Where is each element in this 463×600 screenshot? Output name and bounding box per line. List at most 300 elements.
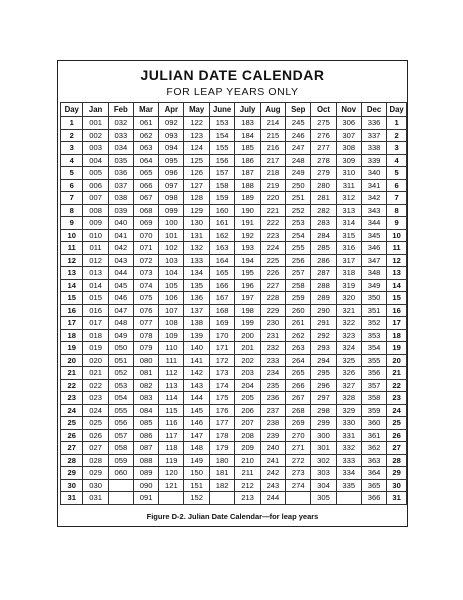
julian-date-cell: 086 (133, 429, 158, 442)
day-number-cell: 10 (387, 229, 407, 242)
julian-date-cell: 137 (184, 304, 209, 317)
column-header: May (184, 103, 209, 117)
day-number-cell: 5 (61, 167, 83, 180)
julian-date-cell: 022 (83, 379, 108, 392)
julian-date-cell: 308 (336, 142, 361, 155)
julian-date-cell: 357 (361, 379, 386, 392)
julian-date-cell: 192 (235, 229, 260, 242)
julian-date-cell: 091 (133, 492, 158, 505)
table-row (61, 242, 407, 255)
day-number-cell: 28 (387, 454, 407, 467)
day-number-cell: 22 (61, 379, 83, 392)
table-row (61, 217, 407, 230)
julian-date-cell: 043 (108, 254, 133, 267)
table-row (61, 129, 407, 142)
julian-date-cell: 253 (286, 217, 311, 230)
julian-date-cell: 002 (83, 129, 108, 142)
day-number-cell: 30 (61, 479, 83, 492)
julian-date-cell: 068 (133, 204, 158, 217)
day-number-cell: 16 (61, 304, 83, 317)
julian-date-cell: 165 (209, 267, 235, 280)
julian-date-cell: 234 (260, 367, 285, 380)
julian-date-cell: 146 (184, 417, 209, 430)
julian-date-cell: 178 (209, 429, 235, 442)
julian-date-cell: 338 (361, 142, 386, 155)
column-header: Oct (311, 103, 336, 117)
julian-date-cell: 281 (311, 192, 336, 205)
julian-date-cell: 023 (83, 392, 108, 405)
table-row (61, 192, 407, 205)
julian-date-cell: 010 (83, 229, 108, 242)
julian-date-cell: 082 (133, 379, 158, 392)
julian-date-cell: 196 (235, 279, 260, 292)
day-number-cell: 8 (387, 204, 407, 217)
julian-date-cell: 304 (311, 479, 336, 492)
julian-date-cell: 242 (260, 467, 285, 480)
julian-date-cell: 296 (311, 379, 336, 392)
julian-date-cell: 205 (235, 392, 260, 405)
julian-date-cell: 183 (235, 117, 260, 130)
julian-date-cell: 181 (209, 467, 235, 480)
julian-date-cell: 054 (108, 392, 133, 405)
julian-date-cell: 297 (311, 392, 336, 405)
julian-date-cell: 017 (83, 317, 108, 330)
julian-date-cell: 169 (209, 317, 235, 330)
julian-date-cell: 151 (184, 479, 209, 492)
julian-date-cell: 201 (235, 342, 260, 355)
julian-date-cell: 189 (235, 192, 260, 205)
julian-date-cell: 064 (133, 154, 158, 167)
julian-date-cell: 045 (108, 279, 133, 292)
julian-date-cell: 058 (108, 442, 133, 455)
julian-date-cell: 171 (209, 342, 235, 355)
column-header: Sep (286, 103, 311, 117)
julian-date-cell: 124 (184, 142, 209, 155)
julian-date-cell: 179 (209, 442, 235, 455)
day-number-cell: 17 (387, 317, 407, 330)
julian-date-cell: 273 (286, 467, 311, 480)
table-body (61, 117, 407, 505)
day-number-cell: 9 (387, 217, 407, 230)
julian-date-cell: 034 (108, 142, 133, 155)
julian-date-cell: 272 (286, 454, 311, 467)
day-number-cell: 10 (61, 229, 83, 242)
table-row (61, 442, 407, 455)
julian-date-cell: 320 (336, 292, 361, 305)
julian-date-cell: 061 (133, 117, 158, 130)
julian-date-cell: 289 (311, 292, 336, 305)
julian-date-cell: 190 (235, 204, 260, 217)
day-number-cell: 24 (387, 404, 407, 417)
day-number-cell: 15 (61, 292, 83, 305)
julian-date-cell: 319 (336, 279, 361, 292)
table-row (61, 154, 407, 167)
julian-date-cell: 138 (184, 317, 209, 330)
julian-date-cell: 020 (83, 354, 108, 367)
julian-date-cell: 040 (108, 217, 133, 230)
column-header: Jan (83, 103, 108, 117)
julian-date-cell: 185 (235, 142, 260, 155)
julian-date-cell: 241 (260, 454, 285, 467)
julian-date-cell: 081 (133, 367, 158, 380)
julian-date-cell: 077 (133, 317, 158, 330)
table-row (61, 292, 407, 305)
julian-date-cell: 360 (361, 417, 386, 430)
julian-date-cell: 313 (336, 204, 361, 217)
julian-date-cell: 162 (209, 229, 235, 242)
julian-date-cell: 318 (336, 267, 361, 280)
julian-date-cell: 263 (286, 342, 311, 355)
julian-date-cell: 227 (260, 279, 285, 292)
julian-date-cell: 343 (361, 204, 386, 217)
table-row (61, 167, 407, 180)
column-header: Dec (361, 103, 386, 117)
julian-date-cell: 163 (209, 242, 235, 255)
julian-date-cell: 130 (184, 217, 209, 230)
day-number-cell: 4 (61, 154, 83, 167)
julian-date-cell: 274 (286, 479, 311, 492)
julian-date-cell: 311 (336, 179, 361, 192)
julian-date-cell: 102 (159, 242, 184, 255)
table-row (61, 354, 407, 367)
day-number-cell: 23 (61, 392, 83, 405)
julian-date-cell: 115 (159, 404, 184, 417)
julian-date-cell: 021 (83, 367, 108, 380)
julian-date-cell: 243 (260, 479, 285, 492)
julian-date-cell: 215 (260, 129, 285, 142)
julian-date-cell: 005 (83, 167, 108, 180)
julian-date-cell: 322 (336, 317, 361, 330)
julian-date-cell: 127 (184, 179, 209, 192)
julian-date-cell: 154 (209, 129, 235, 142)
day-number-cell: 15 (387, 292, 407, 305)
julian-date-cell: 164 (209, 254, 235, 267)
day-number-cell: 8 (61, 204, 83, 217)
julian-date-cell: 316 (336, 242, 361, 255)
day-number-cell: 7 (61, 192, 83, 205)
julian-date-cell: 230 (260, 317, 285, 330)
julian-date-cell: 072 (133, 254, 158, 267)
julian-date-cell: 278 (311, 154, 336, 167)
table-row (61, 204, 407, 217)
julian-date-cell: 265 (286, 367, 311, 380)
julian-date-cell: 048 (108, 317, 133, 330)
table-row (61, 342, 407, 355)
julian-date-cell: 224 (260, 242, 285, 255)
julian-date-cell: 334 (336, 467, 361, 480)
julian-date-cell: 336 (361, 117, 386, 130)
julian-date-cell: 059 (108, 454, 133, 467)
julian-date-cell: 019 (83, 342, 108, 355)
julian-date-cell: 101 (159, 229, 184, 242)
day-number-cell: 19 (387, 342, 407, 355)
julian-date-cell: 069 (133, 217, 158, 230)
julian-date-cell: 324 (336, 342, 361, 355)
table-row (61, 304, 407, 317)
julian-date-cell: 117 (159, 429, 184, 442)
julian-date-cell: 053 (108, 379, 133, 392)
julian-date-cell: 167 (209, 292, 235, 305)
julian-date-cell: 366 (361, 492, 386, 505)
julian-date-cell: 342 (361, 192, 386, 205)
julian-date-cell: 344 (361, 217, 386, 230)
julian-date-cell: 331 (336, 429, 361, 442)
julian-date-cell: 015 (83, 292, 108, 305)
table-row (61, 392, 407, 405)
julian-date-cell: 099 (159, 204, 184, 217)
julian-date-cell: 288 (311, 279, 336, 292)
julian-date-cell: 248 (286, 154, 311, 167)
julian-date-cell: 276 (311, 129, 336, 142)
julian-date-cell: 013 (83, 267, 108, 280)
julian-date-cell: 113 (159, 379, 184, 392)
day-number-cell: 2 (61, 129, 83, 142)
julian-date-cell: 290 (311, 304, 336, 317)
julian-date-cell: 175 (209, 392, 235, 405)
day-number-cell: 31 (61, 492, 83, 505)
julian-date-cell: 033 (108, 129, 133, 142)
table-row (61, 117, 407, 130)
julian-date-cell: 347 (361, 254, 386, 267)
day-number-cell: 28 (61, 454, 83, 467)
julian-date-cell: 195 (235, 267, 260, 280)
table-row (61, 467, 407, 480)
calendar-frame (57, 60, 408, 527)
julian-date-cell: 350 (361, 292, 386, 305)
julian-date-cell: 155 (209, 142, 235, 155)
day-number-cell: 7 (387, 192, 407, 205)
julian-date-cell: 107 (159, 304, 184, 317)
julian-date-cell: 294 (311, 354, 336, 367)
julian-date-cell: 004 (83, 154, 108, 167)
julian-date-cell: 364 (361, 467, 386, 480)
julian-date-cell: 150 (184, 467, 209, 480)
julian-date-cell: 285 (311, 242, 336, 255)
julian-date-cell: 292 (311, 329, 336, 342)
julian-date-cell: 172 (209, 354, 235, 367)
julian-date-cell: 269 (286, 417, 311, 430)
julian-date-cell: 197 (235, 292, 260, 305)
julian-date-cell: 028 (83, 454, 108, 467)
julian-date-cell: 235 (260, 379, 285, 392)
table-row (61, 417, 407, 430)
figure-caption: Figure D-2. Julian Date Calendar—for leap years (146, 512, 319, 521)
julian-date-cell: 303 (311, 467, 336, 480)
julian-date-cell: 207 (235, 417, 260, 430)
julian-date-cell: 282 (311, 204, 336, 217)
julian-date-cell: 118 (159, 442, 184, 455)
day-number-cell: 19 (61, 342, 83, 355)
julian-date-cell: 142 (184, 367, 209, 380)
julian-date-cell: 327 (336, 379, 361, 392)
julian-date-cell: 184 (235, 129, 260, 142)
day-number-cell: 3 (61, 142, 83, 155)
julian-date-cell: 108 (159, 317, 184, 330)
julian-date-cell: 103 (159, 254, 184, 267)
julian-date-cell: 126 (184, 167, 209, 180)
julian-date-cell: 325 (336, 354, 361, 367)
julian-date-cell: 105 (159, 279, 184, 292)
table-row (61, 379, 407, 392)
julian-date-cell: 160 (209, 204, 235, 217)
table-header-row (61, 103, 407, 117)
julian-date-cell: 039 (108, 204, 133, 217)
julian-date-cell: 076 (133, 304, 158, 317)
day-number-cell: 25 (61, 417, 83, 430)
julian-date-cell: 346 (361, 242, 386, 255)
julian-date-cell: 092 (159, 117, 184, 130)
julian-date-cell: 291 (311, 317, 336, 330)
julian-date-cell: 078 (133, 329, 158, 342)
table-row (61, 229, 407, 242)
julian-date-cell: 080 (133, 354, 158, 367)
julian-date-cell: 352 (361, 317, 386, 330)
julian-date-cell: 030 (83, 479, 108, 492)
julian-date-cell: 211 (235, 467, 260, 480)
julian-date-cell: 026 (83, 429, 108, 442)
julian-date-cell: 266 (286, 379, 311, 392)
julian-date-cell: 084 (133, 404, 158, 417)
day-number-cell: 30 (387, 479, 407, 492)
julian-date-cell: 206 (235, 404, 260, 417)
julian-date-cell: 051 (108, 354, 133, 367)
julian-date-cell: 268 (286, 404, 311, 417)
julian-date-cell: 258 (286, 279, 311, 292)
day-number-cell: 27 (61, 442, 83, 455)
julian-date-cell: 280 (311, 179, 336, 192)
julian-date-cell: 139 (184, 329, 209, 342)
julian-date-cell: 070 (133, 229, 158, 242)
table-row (61, 429, 407, 442)
julian-date-cell: 144 (184, 392, 209, 405)
julian-date-cell: 032 (108, 117, 133, 130)
day-number-cell: 1 (387, 117, 407, 130)
table-row (61, 254, 407, 267)
table-row (61, 492, 407, 505)
day-number-cell: 20 (61, 354, 83, 367)
day-number-cell: 25 (387, 417, 407, 430)
julian-date-cell: 365 (361, 479, 386, 492)
julian-date-cell: 362 (361, 442, 386, 455)
table-row (61, 317, 407, 330)
julian-date-cell: 036 (108, 167, 133, 180)
julian-date-cell: 286 (311, 254, 336, 267)
day-number-cell: 11 (61, 242, 83, 255)
julian-date-cell: 329 (336, 404, 361, 417)
julian-date-cell: 208 (235, 429, 260, 442)
julian-date-cell: 225 (260, 254, 285, 267)
julian-date-cell: 029 (83, 467, 108, 480)
julian-date-cell: 089 (133, 467, 158, 480)
day-number-cell: 20 (387, 354, 407, 367)
julian-date-cell: 085 (133, 417, 158, 430)
day-number-cell: 5 (387, 167, 407, 180)
julian-date-cell: 261 (286, 317, 311, 330)
day-number-cell: 24 (61, 404, 83, 417)
julian-date-cell: 087 (133, 442, 158, 455)
julian-date-table (60, 102, 407, 505)
julian-date-cell: 232 (260, 342, 285, 355)
julian-date-cell: 228 (260, 292, 285, 305)
julian-date-cell: 095 (159, 154, 184, 167)
julian-date-cell: 110 (159, 342, 184, 355)
column-header: Nov (336, 103, 361, 117)
julian-date-cell: 231 (260, 329, 285, 342)
julian-date-cell: 143 (184, 379, 209, 392)
julian-date-cell: 186 (235, 154, 260, 167)
julian-date-cell: 220 (260, 192, 285, 205)
julian-date-cell: 174 (209, 379, 235, 392)
julian-date-cell: 035 (108, 154, 133, 167)
julian-date-cell: 312 (336, 192, 361, 205)
julian-date-cell: 339 (361, 154, 386, 167)
julian-date-cell: 209 (235, 442, 260, 455)
julian-date-cell: 066 (133, 179, 158, 192)
julian-date-cell: 073 (133, 267, 158, 280)
column-header: Apr (159, 103, 184, 117)
julian-date-cell: 024 (83, 404, 108, 417)
julian-date-cell: 158 (209, 179, 235, 192)
julian-date-cell: 317 (336, 254, 361, 267)
julian-date-cell: 128 (184, 192, 209, 205)
julian-date-cell: 187 (235, 167, 260, 180)
julian-date-cell: 354 (361, 342, 386, 355)
day-number-cell: 29 (387, 467, 407, 480)
julian-date-cell: 057 (108, 429, 133, 442)
day-number-cell: 26 (387, 429, 407, 442)
julian-date-cell: 252 (286, 204, 311, 217)
julian-date-cell: 333 (336, 454, 361, 467)
julian-date-cell: 056 (108, 417, 133, 430)
julian-date-cell: 055 (108, 404, 133, 417)
julian-date-cell: 114 (159, 392, 184, 405)
julian-date-cell: 254 (286, 229, 311, 242)
julian-date-cell: 255 (286, 242, 311, 255)
julian-date-cell: 355 (361, 354, 386, 367)
julian-date-cell: 062 (133, 129, 158, 142)
julian-date-cell: 204 (235, 379, 260, 392)
julian-date-cell: 157 (209, 167, 235, 180)
day-number-cell: 13 (387, 267, 407, 280)
julian-date-cell: 047 (108, 304, 133, 317)
column-header: Aug (260, 103, 285, 117)
julian-date-cell: 168 (209, 304, 235, 317)
julian-date-cell: 007 (83, 192, 108, 205)
julian-date-cell: 210 (235, 454, 260, 467)
julian-date-cell: 063 (133, 142, 158, 155)
julian-date-cell: 277 (311, 142, 336, 155)
julian-date-cell: 300 (311, 429, 336, 442)
julian-date-cell: 198 (235, 304, 260, 317)
julian-date-cell: 295 (311, 367, 336, 380)
julian-date-cell: 132 (184, 242, 209, 255)
table-row (61, 267, 407, 280)
julian-date-cell: 221 (260, 204, 285, 217)
julian-date-cell: 133 (184, 254, 209, 267)
day-number-cell: 18 (61, 329, 83, 342)
julian-date-cell: 176 (209, 404, 235, 417)
day-number-cell: 14 (61, 279, 83, 292)
julian-date-cell: 016 (83, 304, 108, 317)
julian-date-cell: 123 (184, 129, 209, 142)
column-header: Day (61, 103, 83, 117)
julian-date-cell: 191 (235, 217, 260, 230)
column-header: Mar (133, 103, 158, 117)
julian-date-cell: 129 (184, 204, 209, 217)
julian-date-cell: 337 (361, 129, 386, 142)
julian-date-cell: 203 (235, 367, 260, 380)
julian-date-cell: 233 (260, 354, 285, 367)
